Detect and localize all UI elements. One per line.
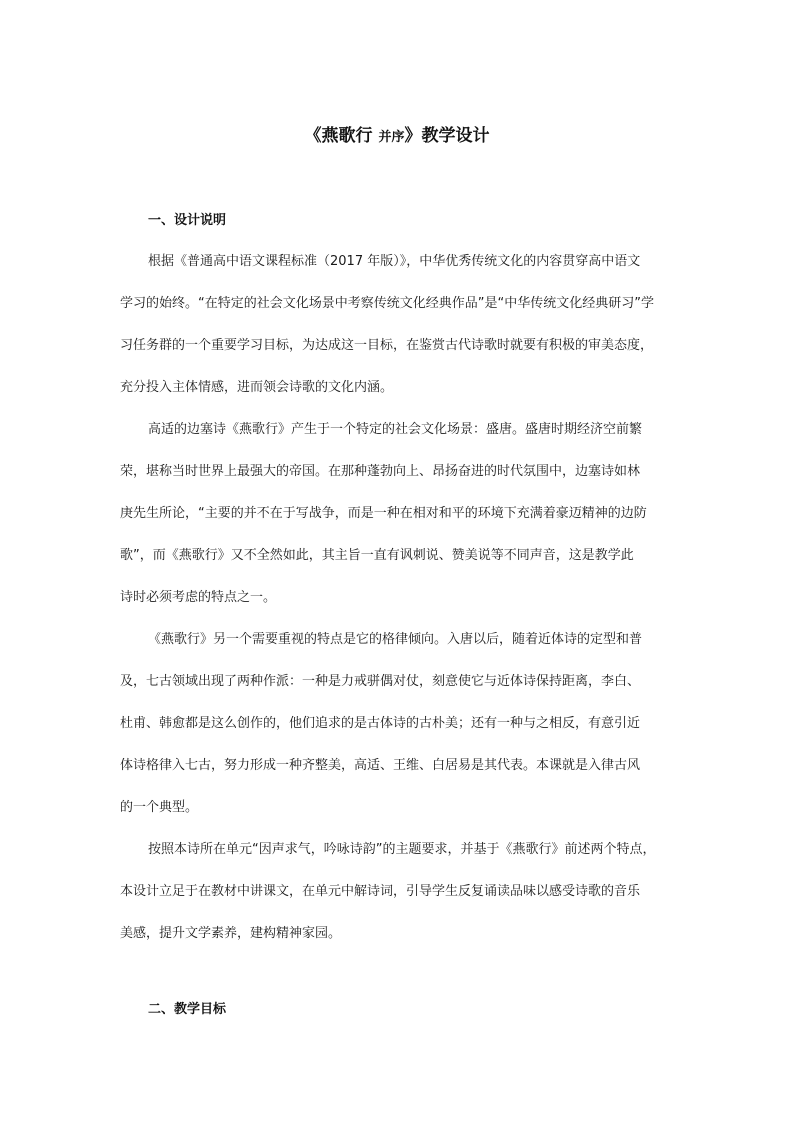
paragraph-line: 根据《普通高中语文课程标准（2017 年版）》，中华优秀传统文化的内容贯穿高中语文 (148, 254, 641, 269)
paragraph-line: 荣，堪称当时世界上最强大的帝国。在那种蓬勃向上、昂扬奋进的时代氛围中，边塞诗如林 (120, 464, 641, 479)
paragraph-3 (120, 619, 676, 829)
paragraph-line: 学习的始终。“在特定的社会文化场景中考察传统文化经典作品”是“中华传统文化经典研习”学 (120, 296, 654, 311)
paragraph-line: 按照本诗所在单元“因声求气，吟咏诗韵”的主题要求，并基于《燕歌行》前述两个特点， (148, 842, 656, 857)
title-subtitle-preface: 并序 (378, 130, 405, 145)
paragraph-line: 歌”，而《燕歌行》又不全然如此，其主旨一直有讽刺说、赞美说等不同声音，这是教学此 (120, 548, 634, 563)
paragraph-line: 充分投入主体情感，进而领会诗歌的文化内涵。 (120, 380, 394, 395)
paragraph-line: 及，七古领域出现了两种作派：一种是力戒骈偶对仗，刻意使它与近体诗保持距离，李白、 (120, 674, 641, 689)
document-title (0, 124, 794, 150)
title-main-open: 《燕歌行 (304, 126, 379, 146)
paragraph-line: 体诗格律入七古，努力形成一种齐整美，高适、王维、白居易是其代表。本课就是入律古风 (120, 758, 641, 773)
paragraph-line: 庚先生所论，“主要的并不在于写战争，而是一种在相对和平的环境下充满着豪迈精神的边防 (120, 506, 647, 521)
paragraph-line: 诗时必须考虑的特点之一。 (120, 590, 277, 605)
section-heading-design-notes: 一、设计说明 (148, 213, 227, 228)
paragraph-2 (120, 409, 676, 619)
paragraph-4 (120, 829, 676, 955)
title-main-close: 》教学设计 (404, 126, 490, 146)
paragraph-line: 习任务群的一个重要学习目标，为达成这一目标，在鉴赏古代诗歌时就要有积极的审美态度， (120, 338, 654, 353)
paragraph-line: 本设计立足于在教材中讲课文，在单元中解诗词，引导学生反复诵读品味以感受诗歌的音乐 (120, 884, 641, 899)
paragraph-line: 的一个典型。 (120, 800, 199, 815)
paragraph-line: 高适的边塞诗《燕歌行》产生于一个特定的社会文化场景：盛唐。盛唐时期经济空前繁 (148, 422, 643, 437)
section-heading-teaching-goals: 二、教学目标 (148, 1002, 227, 1017)
paragraph-line: 杜甫、韩愈都是这么创作的，他们追求的是古体诗的古朴美；还有一种与之相反，有意引近 (120, 716, 641, 731)
paragraph-1 (120, 241, 676, 409)
paragraph-line: 《燕歌行》另一个需要重视的特点是它的格律倾向。入唐以后，随着近体诗的定型和普 (148, 632, 643, 647)
paragraph-line: 美感，提升文学素养，建构精神家园。 (120, 926, 342, 941)
